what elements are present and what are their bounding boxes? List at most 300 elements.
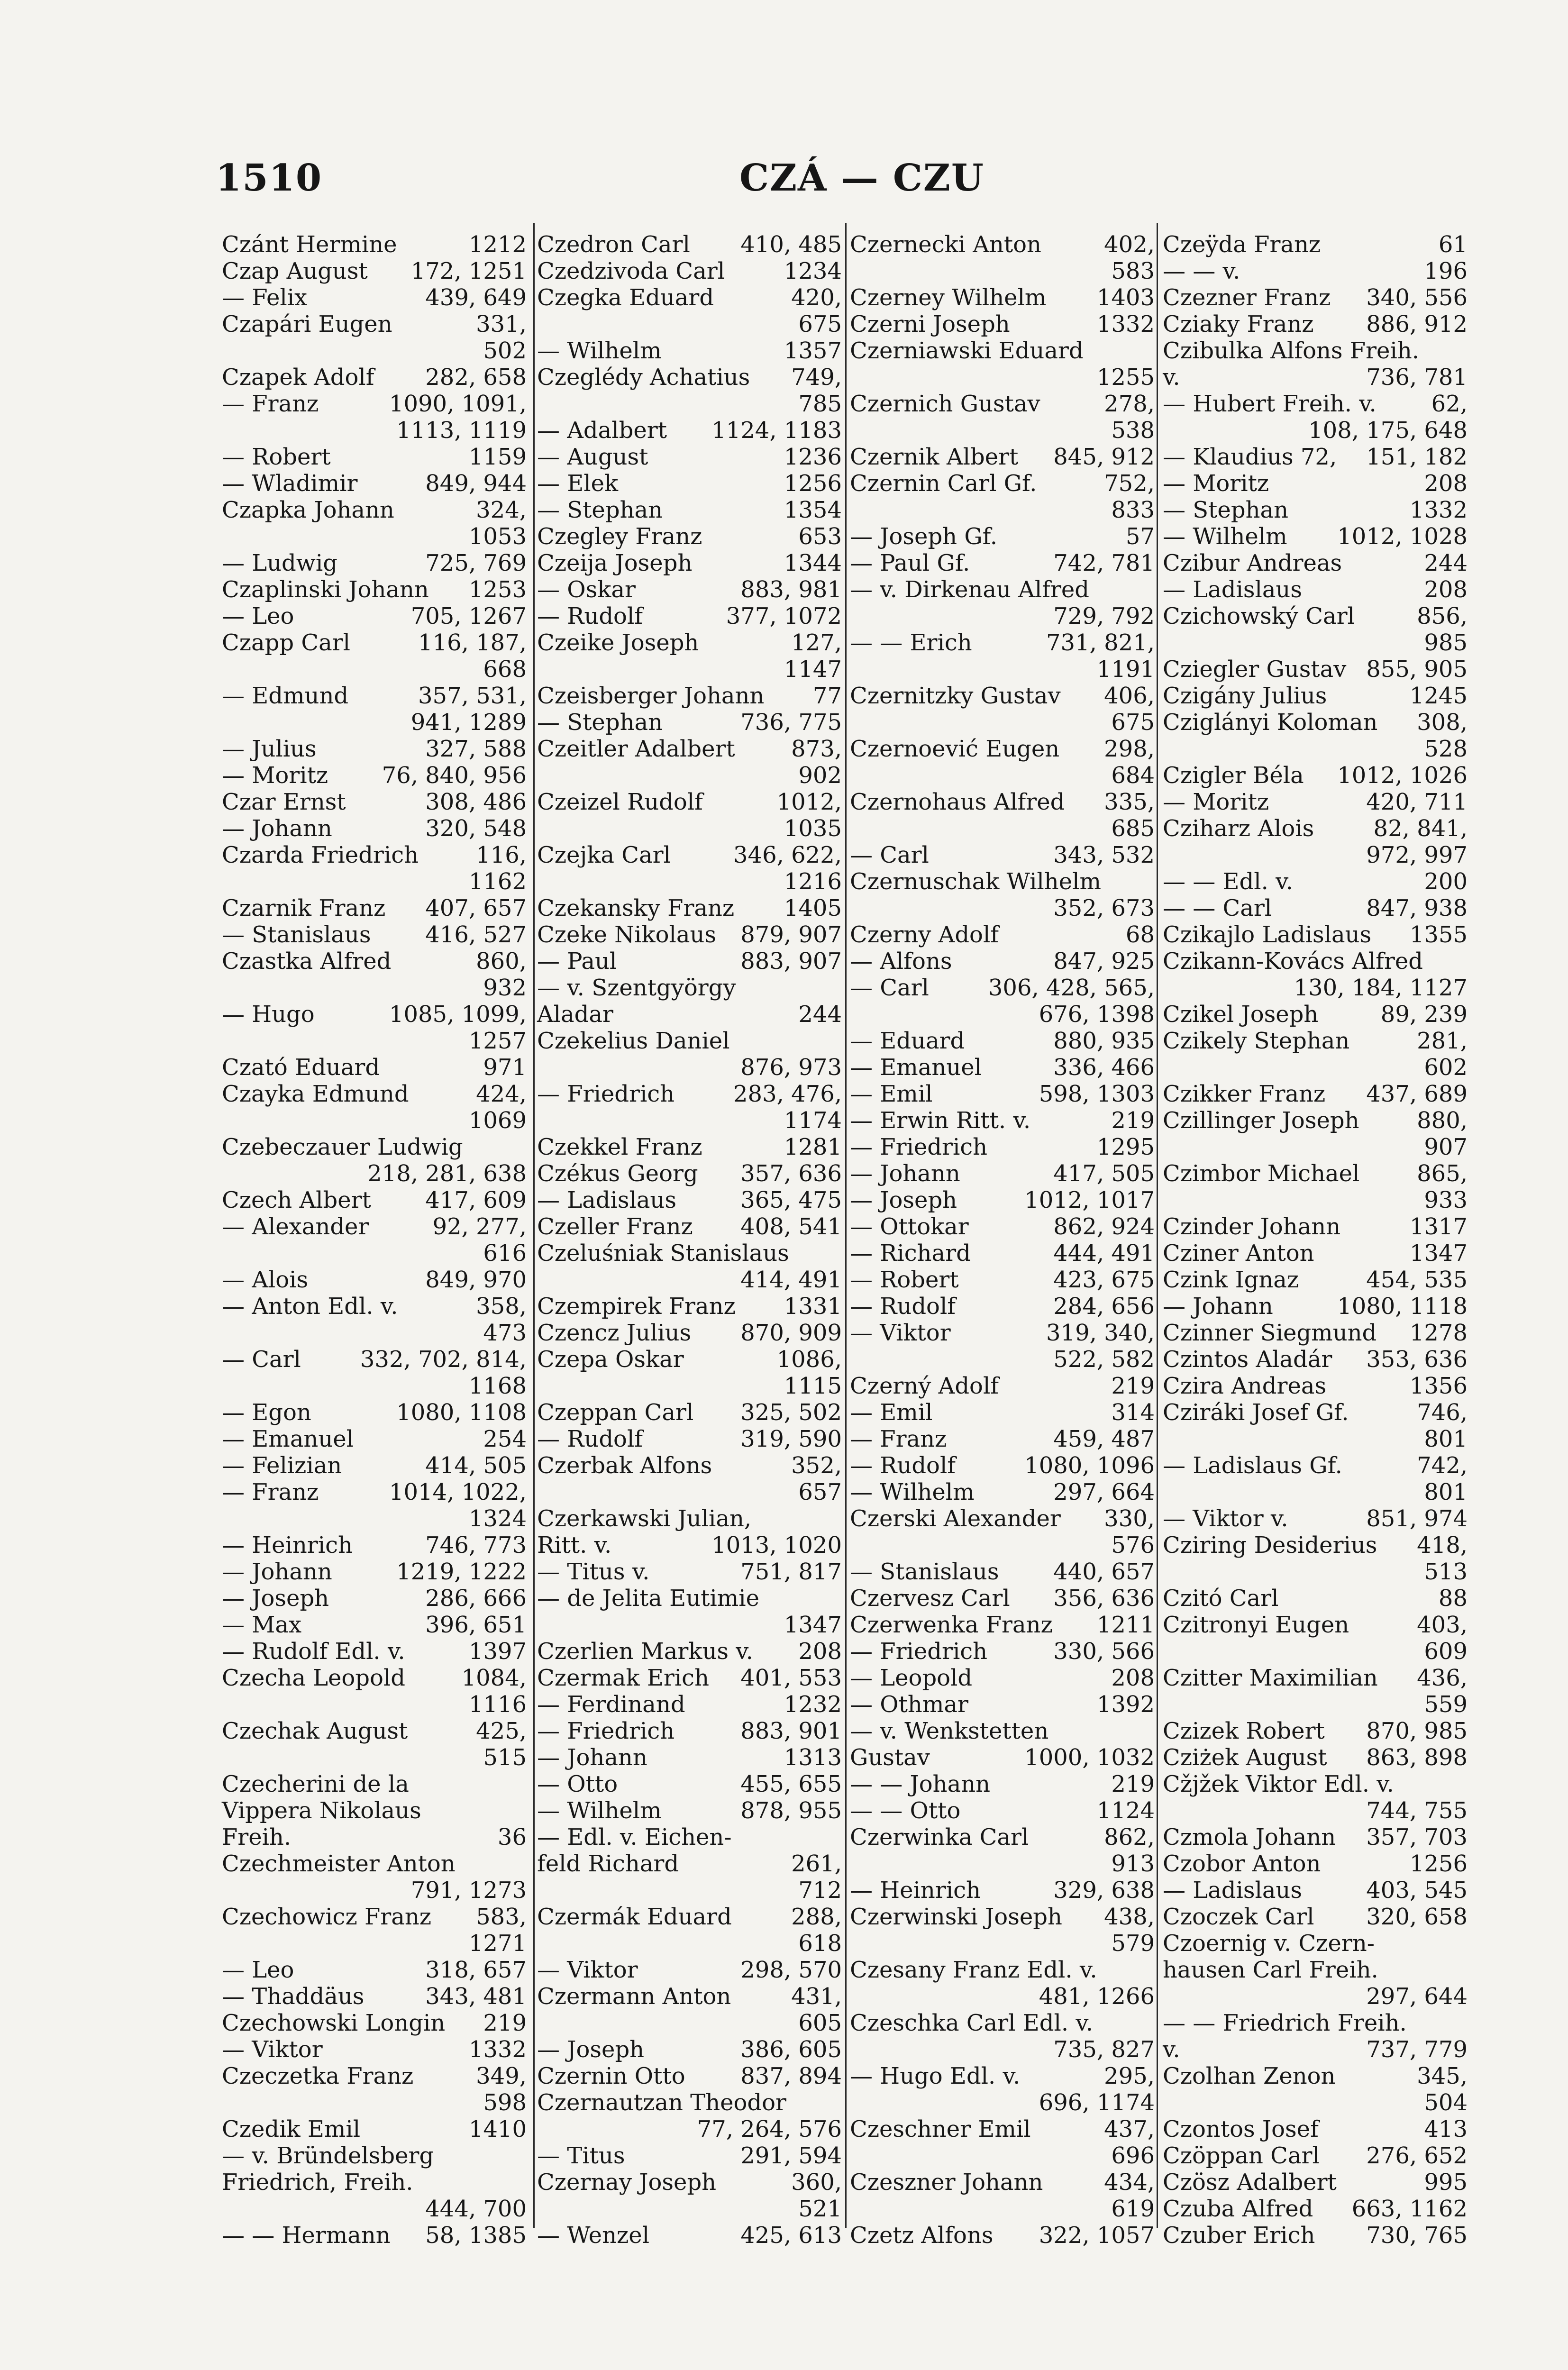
- entry-pages: 330, 566: [1053, 1638, 1155, 1665]
- entry-pages: 1397: [468, 1638, 527, 1665]
- index-entry-line: [1163, 231, 1468, 258]
- index-entry-line: [1163, 258, 1468, 284]
- index-entry-line: [222, 1320, 527, 1346]
- entry-name: Czékus Georg: [537, 1160, 698, 1187]
- entry-name: — Ladislaus: [1163, 576, 1302, 603]
- entry-name: Czikann-Kovács Alfred: [1163, 948, 1423, 975]
- entry-name: — Johann: [222, 1559, 332, 1585]
- entry-name: — Edmund: [222, 683, 349, 709]
- entry-pages: 377, 1072: [726, 603, 842, 629]
- entry-name: Czapek Adolf: [222, 364, 374, 391]
- entry-pages: 1080, 1096: [1024, 1452, 1155, 1479]
- index-entry-line: [850, 1267, 1155, 1293]
- index-entry-line: [850, 975, 1155, 1001]
- entry-pages: 1344: [784, 550, 842, 576]
- entry-name: Czerski Alexander: [850, 1505, 1061, 1532]
- index-entry-line: [1163, 815, 1468, 842]
- entry-pages: 297, 644: [1366, 1983, 1468, 2010]
- entry-name: Czerniawski Eduard: [850, 337, 1084, 364]
- entry-pages: 261,: [791, 1850, 842, 1877]
- index-entry-line: [537, 895, 842, 921]
- index-entry-line: [537, 1771, 842, 1797]
- entry-name: Cžjžek Viktor Edl. v.: [1163, 1771, 1394, 1797]
- index-entry-line: [1163, 868, 1468, 895]
- entry-name: v.: [1163, 2036, 1180, 2063]
- index-entry-line: [1163, 1293, 1468, 1320]
- entry-pages: 1347: [784, 1612, 842, 1638]
- entry-name: Czerney Wilhelm: [850, 284, 1047, 311]
- entry-pages: 712: [798, 1877, 842, 1904]
- index-entry-line: [1163, 736, 1468, 762]
- index-entry-line: [850, 1718, 1155, 1744]
- entry-pages: 851, 974: [1366, 1505, 1468, 1532]
- index-entry-line: [850, 364, 1155, 391]
- entry-name: Czerkawski Julian,: [537, 1505, 752, 1532]
- entry-name: Czink Ignaz: [1163, 1267, 1299, 1293]
- index-entry-line: [222, 1665, 527, 1691]
- entry-name: Czech Albert: [222, 1187, 371, 1213]
- entry-pages: 752,: [1104, 470, 1155, 497]
- entry-pages: 1012, 1017: [1024, 1187, 1155, 1213]
- index-entry-line: [850, 2063, 1155, 2089]
- index-entry-line: [850, 576, 1155, 603]
- entry-name: — Leopold: [850, 1665, 973, 1691]
- entry-pages: 684: [1111, 762, 1155, 789]
- entry-pages: 440, 657: [1053, 1559, 1155, 1585]
- entry-pages: 1405: [784, 895, 842, 921]
- entry-pages: 913: [1111, 1850, 1155, 1877]
- entry-pages: 616: [483, 1240, 527, 1267]
- index-entry-line: [222, 1930, 527, 1957]
- entry-pages: 425,: [476, 1718, 527, 1744]
- index-entry-line: [850, 1426, 1155, 1452]
- entry-name: Czoczek Carl: [1163, 1904, 1314, 1930]
- index-entry-line: [537, 2142, 842, 2169]
- entry-pages: 1162: [468, 868, 527, 895]
- entry-name: Czira Andreas: [1163, 1373, 1327, 1399]
- entry-pages: 108, 175, 648: [1308, 417, 1468, 444]
- entry-name: — Viktor v.: [1163, 1505, 1288, 1532]
- entry-name: — Hugo Edl. v.: [850, 2063, 1021, 2089]
- index-entry-line: [1163, 1240, 1468, 1267]
- index-entry-line: [850, 1559, 1155, 1585]
- index-entry-line: [222, 391, 527, 417]
- index-entry-line: [222, 1904, 527, 1930]
- entry-name: Czinder Johann: [1163, 1213, 1341, 1240]
- entry-name: Czerni Joseph: [850, 311, 1010, 337]
- index-entry-line: [222, 1452, 527, 1479]
- index-entry-line: [1163, 470, 1468, 497]
- entry-name: — Emil: [850, 1081, 933, 1107]
- entry-name: — Ferdinand: [537, 1691, 685, 1718]
- entry-pages: 116, 187,: [418, 629, 527, 656]
- entry-name: — — v.: [1163, 258, 1240, 284]
- entry-name: Czöppan Carl: [1163, 2142, 1320, 2169]
- entry-name: v.: [1163, 364, 1180, 391]
- entry-pages: 68: [1125, 921, 1155, 948]
- entry-pages: 343, 532: [1053, 842, 1155, 868]
- index-entry-line: [222, 1771, 527, 1797]
- entry-name: — Friedrich: [850, 1134, 988, 1160]
- entry-name: — Ladislaus Gf.: [1163, 1452, 1342, 1479]
- index-entry-line: [850, 1479, 1155, 1505]
- entry-pages: 455, 655: [740, 1771, 842, 1797]
- entry-pages: 785: [798, 391, 842, 417]
- column-divider: [1157, 223, 1158, 2228]
- entry-name: Czeizel Rudolf: [537, 789, 703, 815]
- entry-pages: 515: [483, 1744, 527, 1771]
- entry-pages: 725, 769: [425, 550, 527, 576]
- entry-pages: 1281: [784, 1134, 842, 1160]
- index-entry-line: [1163, 1930, 1468, 1957]
- index-entry-line: [1163, 842, 1468, 868]
- entry-name: Czernitzky Gustav: [850, 683, 1061, 709]
- entry-pages: 675: [798, 311, 842, 337]
- entry-pages: 151, 182: [1366, 444, 1468, 470]
- index-entry-line: [222, 444, 527, 470]
- index-entry-line: [537, 1028, 842, 1054]
- entry-pages: 735, 827: [1053, 2036, 1155, 2063]
- index-entry-line: [222, 629, 527, 656]
- index-entry-line: [850, 284, 1155, 311]
- entry-pages: 870, 909: [740, 1320, 842, 1346]
- index-entry-line: [537, 1877, 842, 1904]
- index-entry-line: [850, 2169, 1155, 2196]
- entry-name: Czermak Erich: [537, 1665, 709, 1691]
- index-entry-line: [1163, 975, 1468, 1001]
- entry-pages: 731, 821,: [1046, 629, 1155, 656]
- entry-pages: 320, 658: [1366, 1904, 1468, 1930]
- index-entry-line: [1163, 1213, 1468, 1240]
- entry-pages: 88: [1438, 1585, 1468, 1612]
- index-entry-line: [537, 2116, 842, 2142]
- index-entry-line: [222, 2142, 527, 2169]
- entry-pages: 1219, 1222: [396, 1559, 527, 1585]
- index-column-2: [537, 231, 842, 2249]
- entry-name: — Rudolf: [537, 1426, 643, 1452]
- entry-name: Czaplinski Johann: [222, 576, 429, 603]
- index-entry-line: [222, 2116, 527, 2142]
- index-entry-line: [537, 1267, 842, 1293]
- entry-pages: 876, 973: [740, 1054, 842, 1081]
- entry-name: — Stephan: [1163, 497, 1289, 523]
- index-entry-line: [537, 1850, 842, 1877]
- entry-pages: 902: [798, 762, 842, 789]
- entry-pages: 208: [1424, 470, 1468, 497]
- index-entry-line: [222, 868, 527, 895]
- entry-pages: 444, 491: [1053, 1240, 1155, 1267]
- index-entry-line: [850, 1452, 1155, 1479]
- index-entry-line: [222, 603, 527, 629]
- entry-name: — Joseph Gf.: [850, 523, 997, 550]
- entry-pages: 742, 781: [1053, 550, 1155, 576]
- entry-pages: 356, 636: [1053, 1585, 1155, 1612]
- entry-name: Cziner Anton: [1163, 1240, 1314, 1267]
- column-divider: [845, 223, 847, 2228]
- entry-pages: 1035: [784, 815, 842, 842]
- index-entry-line: [537, 417, 842, 444]
- entry-pages: 653: [798, 523, 842, 550]
- index-entry-line: [850, 895, 1155, 921]
- entry-pages: 1013, 1020: [711, 1532, 842, 1559]
- index-entry-line: [1163, 1320, 1468, 1346]
- index-entry-line: [222, 1638, 527, 1665]
- entry-pages: 327, 588: [425, 736, 527, 762]
- index-entry-line: [1163, 895, 1468, 921]
- entry-pages: 331,: [476, 311, 527, 337]
- entry-name: Czempirek Franz: [537, 1293, 736, 1320]
- entry-name: — Thaddäus: [222, 1983, 365, 2010]
- entry-pages: 403,: [1417, 1612, 1468, 1638]
- entry-pages: 406,: [1104, 683, 1155, 709]
- index-entry-line: [850, 789, 1155, 815]
- index-entry-line: [222, 2010, 527, 2036]
- entry-name: feld Richard: [537, 1850, 679, 1877]
- entry-pages: 330,: [1104, 1505, 1155, 1532]
- index-entry-line: [1163, 2142, 1468, 2169]
- entry-pages: 1324: [468, 1505, 527, 1532]
- index-entry-line: [1163, 1638, 1468, 1665]
- index-entry-line: [537, 2222, 842, 2249]
- entry-name: Czechmeister Anton: [222, 1850, 456, 1877]
- entry-name: — August: [537, 444, 648, 470]
- entry-pages: 583,: [476, 1904, 527, 1930]
- index-entry-line: [222, 1479, 527, 1505]
- index-entry-line: [850, 762, 1155, 789]
- index-entry-line: [1163, 497, 1468, 523]
- index-entry-line: [537, 1293, 842, 1320]
- index-entry-line: [537, 736, 842, 762]
- entry-name: Czeisberger Johann: [537, 683, 765, 709]
- entry-pages: 306, 428, 565,: [988, 975, 1155, 1001]
- entry-name: Czecherini de la: [222, 1771, 409, 1797]
- entry-name: Czeschka Carl Edl. v.: [850, 2010, 1094, 2036]
- entry-name: Czinner Siegmund: [1163, 1320, 1377, 1346]
- entry-name: Cziaky Franz: [1163, 311, 1314, 337]
- index-entry-line: [1163, 948, 1468, 975]
- entry-pages: 473: [483, 1320, 527, 1346]
- index-entry-line: [1163, 1399, 1468, 1426]
- entry-pages: 746,: [1417, 1399, 1468, 1426]
- index-entry-line: [850, 948, 1155, 975]
- entry-name: Czebeczauer Ludwig: [222, 1134, 463, 1160]
- index-entry-line: [850, 656, 1155, 683]
- entry-name: Czegley Franz: [537, 523, 702, 550]
- entry-name: Czastka Alfred: [222, 948, 392, 975]
- entry-pages: 1332: [1096, 311, 1155, 337]
- entry-pages: 286, 666: [425, 1585, 527, 1612]
- entry-name: — Emil: [850, 1399, 933, 1426]
- entry-name: — v. Dirkenau Alfred: [850, 576, 1090, 603]
- index-entry-line: [1163, 1426, 1468, 1452]
- index-entry-line: [222, 2063, 527, 2089]
- entry-pages: 605: [798, 2010, 842, 2036]
- index-entry-line: [537, 603, 842, 629]
- entry-name: Czerný Adolf: [850, 1373, 999, 1399]
- index-entry-line: [222, 921, 527, 948]
- entry-pages: 357, 636: [740, 1160, 842, 1187]
- entry-name: — Alois: [222, 1267, 309, 1293]
- entry-pages: 352,: [791, 1452, 842, 1479]
- entry-pages: 837, 894: [740, 2063, 842, 2089]
- index-entry-line: [1163, 311, 1468, 337]
- entry-name: Czap August: [222, 258, 368, 284]
- entry-name: Czeschner Emil: [850, 2116, 1031, 2142]
- entry-name: Czillinger Joseph: [1163, 1107, 1359, 1134]
- entry-pages: 288,: [791, 1904, 842, 1930]
- entry-name: — Friedrich: [850, 1638, 988, 1665]
- index-entry-line: [537, 1718, 842, 1744]
- entry-pages: 332, 702, 814,: [360, 1346, 527, 1373]
- index-entry-line: [222, 1028, 527, 1054]
- entry-name: Czeitler Adalbert: [537, 736, 735, 762]
- running-head: CZÁ — CZU: [739, 156, 985, 200]
- entry-name: — Oskar: [537, 576, 636, 603]
- index-entry-line: [1163, 1001, 1468, 1028]
- entry-name: — Elek: [537, 470, 619, 497]
- index-entry-line: [222, 1426, 527, 1452]
- entry-pages: 751, 817: [740, 1559, 842, 1585]
- index-entry-line: [1163, 1771, 1468, 1797]
- entry-name: Czekansky Franz: [537, 895, 735, 921]
- entry-pages: 352, 673: [1053, 895, 1155, 921]
- entry-name: — Anton Edl. v.: [222, 1293, 398, 1320]
- entry-name: — Heinrich: [222, 1532, 353, 1559]
- entry-name: Vippera Nikolaus: [222, 1797, 421, 1824]
- index-entry-line: [537, 1399, 842, 1426]
- entry-name: — Franz: [222, 391, 319, 417]
- entry-name: Czapári Eugen: [222, 311, 392, 337]
- index-entry-line: [850, 1081, 1155, 1107]
- entry-name: — Wilhelm: [1163, 523, 1287, 550]
- entry-pages: 329, 638: [1053, 1877, 1155, 1904]
- entry-pages: 396, 651: [425, 1612, 527, 1638]
- entry-name: Czermák Eduard: [537, 1904, 732, 1930]
- entry-name: Czechowski Longin: [222, 2010, 446, 2036]
- entry-name: Czichowský Carl: [1163, 603, 1355, 629]
- entry-pages: 92, 277,: [432, 1213, 527, 1240]
- entry-name: — Othmar: [850, 1691, 968, 1718]
- entry-name: Czernecki Anton: [850, 231, 1041, 258]
- entry-name: Czibur Andreas: [1163, 550, 1342, 576]
- index-entry-line: [1163, 1134, 1468, 1160]
- column-divider: [533, 223, 535, 2228]
- entry-name: Czigány Julius: [1163, 683, 1327, 709]
- index-entry-line: [222, 1240, 527, 1267]
- index-entry-line: [222, 311, 527, 337]
- index-entry-line: [1163, 1957, 1468, 1983]
- index-entry-line: [222, 709, 527, 736]
- entry-pages: 972, 997: [1366, 842, 1468, 868]
- index-entry-line: [1163, 1983, 1468, 2010]
- entry-name: — Eduard: [850, 1028, 965, 1054]
- entry-pages: 1332: [1409, 497, 1468, 523]
- entry-pages: 522, 582: [1053, 1346, 1155, 1373]
- index-entry-line: [222, 2169, 527, 2196]
- index-entry-line: [222, 2222, 527, 2249]
- index-entry-line: [1163, 1187, 1468, 1213]
- entry-name: — Wilhelm: [850, 1479, 975, 1505]
- index-entry-line: [850, 1054, 1155, 1081]
- entry-pages: 295,: [1104, 2063, 1155, 2089]
- index-entry-line: [1163, 2089, 1468, 2116]
- entry-pages: 1124: [1096, 1797, 1155, 1824]
- entry-name: Czikel Joseph: [1163, 1001, 1319, 1028]
- entry-pages: 413: [1424, 2116, 1468, 2142]
- index-entry-line: [222, 364, 527, 391]
- entry-pages: 408, 541: [740, 1213, 842, 1240]
- entry-pages: 860,: [476, 948, 527, 975]
- entry-name: Czernuschak Wilhelm: [850, 868, 1101, 895]
- index-entry-line: [537, 576, 842, 603]
- entry-name: Cziring Desiderius: [1163, 1532, 1377, 1559]
- entry-pages: 1317: [1409, 1213, 1468, 1240]
- entry-pages: 863, 898: [1366, 1744, 1468, 1771]
- entry-pages: 360,: [791, 2169, 842, 2196]
- entry-pages: 1053: [468, 523, 527, 550]
- index-entry-line: [537, 1081, 842, 1107]
- entry-name: — Wladimir: [222, 470, 358, 497]
- entry-pages: 1086,: [776, 1346, 842, 1373]
- index-entry-line: [222, 1612, 527, 1638]
- entry-pages: 58, 1385: [425, 2222, 527, 2249]
- index-entry-line: [537, 709, 842, 736]
- index-entry-line: [537, 1824, 842, 1850]
- entry-name: — Wenzel: [537, 2222, 650, 2249]
- entry-pages: 284, 656: [1053, 1293, 1155, 1320]
- index-entry-line: [1163, 1373, 1468, 1399]
- entry-pages: 513: [1424, 1559, 1468, 1585]
- index-entry-line: [537, 921, 842, 948]
- index-entry-line: [537, 1160, 842, 1187]
- entry-pages: 559: [1424, 1691, 1468, 1718]
- entry-pages: 61: [1438, 231, 1468, 258]
- index-entry-line: [1163, 2036, 1468, 2063]
- index-entry-line: [850, 1346, 1155, 1373]
- entry-pages: 801: [1424, 1479, 1468, 1505]
- index-entry-line: [1163, 2196, 1468, 2222]
- entry-pages: 297, 664: [1053, 1479, 1155, 1505]
- index-entry-line: [537, 1691, 842, 1718]
- entry-pages: 746, 773: [425, 1532, 527, 1559]
- entry-name: Czerny Adolf: [850, 921, 999, 948]
- entry-name: Czeike Joseph: [537, 629, 699, 656]
- entry-pages: 1012,: [776, 789, 842, 815]
- entry-name: Czetz Alfons: [850, 2222, 994, 2249]
- entry-pages: 742,: [1417, 1452, 1468, 1479]
- entry-name: Czernik Albert: [850, 444, 1019, 470]
- entry-pages: 324,: [476, 497, 527, 523]
- index-entry-line: [222, 762, 527, 789]
- entry-name: Czernich Gustav: [850, 391, 1040, 417]
- index-entry-line: [222, 1559, 527, 1585]
- index-entry-line: [222, 1346, 527, 1373]
- entry-name: — Paul Gf.: [850, 550, 970, 576]
- entry-pages: 705, 1267: [410, 603, 527, 629]
- entry-name: — Edl. v. Eichen-: [537, 1824, 732, 1850]
- index-entry-line: [537, 656, 842, 683]
- entry-name: — Johann: [222, 815, 332, 842]
- entry-name: Czencz Julius: [537, 1320, 692, 1346]
- entry-name: Czitronyi Eugen: [1163, 1612, 1349, 1638]
- entry-name: — Felix: [222, 284, 308, 311]
- entry-pages: 1236: [784, 444, 842, 470]
- index-entry-line: [537, 629, 842, 656]
- index-entry-line: [1163, 789, 1468, 815]
- entry-pages: 416, 527: [425, 921, 527, 948]
- index-entry-line: [222, 948, 527, 975]
- entry-pages: 744, 755: [1366, 1797, 1468, 1824]
